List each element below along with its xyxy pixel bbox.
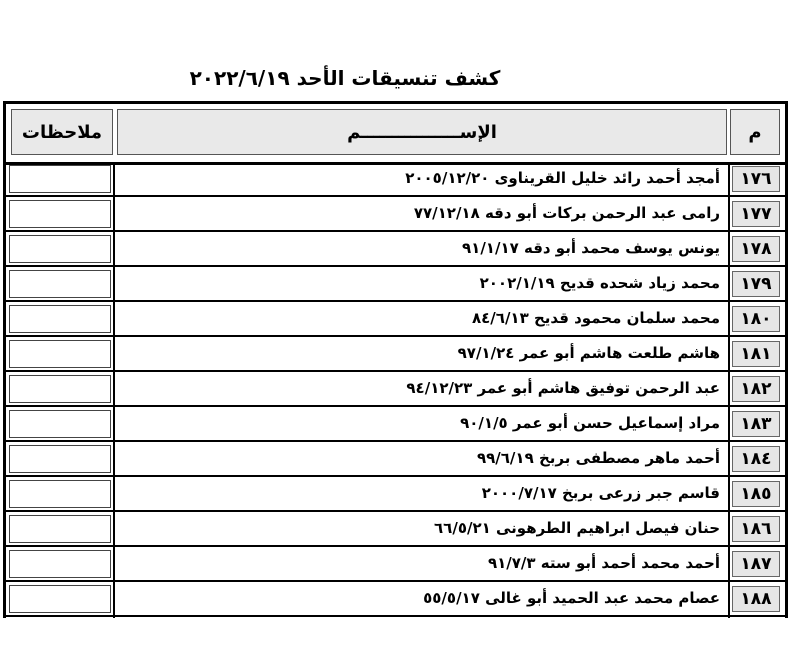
notes-cell	[9, 165, 111, 193]
name-cell: عبد الرحمن توفيق هاشم أبو عمر ٩٤/١٢/٢٣	[406, 379, 720, 397]
coordination-table	[3, 101, 788, 618]
number-cell: ١٨٤	[732, 446, 780, 472]
name-cell: يونس يوسف محمد أبو دقه ٩١/١/١٧	[462, 239, 720, 257]
name-cell: أمجد أحمد رائد خليل القريناوى ٢٠٠٥/١٢/٢٠	[405, 169, 720, 187]
table-row	[6, 547, 785, 582]
number-cell: ١٨٥	[732, 481, 780, 507]
header-name: الإســــــــــــــــم	[117, 109, 727, 155]
number-cell: ١٧٧	[732, 201, 780, 227]
notes-cell	[9, 480, 111, 508]
name-cell: مراد إسماعيل حسن أبو عمر ٩٠/١/٥	[460, 414, 720, 432]
notes-cell	[9, 375, 111, 403]
column-divider	[113, 162, 115, 618]
header-number: م	[730, 109, 780, 155]
table-row	[6, 582, 785, 617]
notes-cell	[9, 270, 111, 298]
name-cell: أحمد ماهر مصطفى بربخ ٩٩/٦/١٩	[476, 449, 720, 467]
notes-cell	[9, 340, 111, 368]
number-cell: ١٨٦	[732, 516, 780, 542]
header-notes: ملاحظات	[11, 109, 113, 155]
name-cell: هاشم طلعت هاشم أبو عمر ٩٧/١/٢٤	[457, 344, 720, 362]
table-row	[6, 372, 785, 407]
number-cell: ١٧٦	[732, 166, 780, 192]
notes-cell	[9, 445, 111, 473]
notes-cell	[9, 305, 111, 333]
name-cell: محمد سلمان محمود قديح ٨٤/٦/١٣	[472, 309, 720, 327]
number-cell: ١٨١	[732, 341, 780, 367]
table-row	[6, 337, 785, 372]
notes-cell	[9, 410, 111, 438]
table-row	[6, 477, 785, 512]
name-cell: محمد زياد شحده قديح ٢٠٠٢/١/١٩	[479, 274, 720, 292]
name-cell: قاسم جبر زرعى بربخ ٢٠٠٠/٧/١٧	[481, 484, 720, 502]
number-cell: ١٨٠	[732, 306, 780, 332]
number-cell: ١٨٧	[732, 551, 780, 577]
notes-cell	[9, 550, 111, 578]
table-row	[6, 407, 785, 442]
notes-cell	[9, 515, 111, 543]
number-cell: ١٧٩	[732, 271, 780, 297]
table-header	[6, 104, 785, 165]
column-divider	[728, 162, 730, 618]
page-title: كشف تنسيقات الأحد ٢٠٢٢/٦/١٩	[189, 66, 501, 90]
number-cell: ١٨٨	[732, 586, 780, 612]
notes-cell	[9, 235, 111, 263]
table-row	[6, 302, 785, 337]
name-cell: حنان فيصل ابراهيم الطرهونى ٦٦/٥/٢١	[434, 519, 720, 537]
notes-cell	[9, 200, 111, 228]
number-cell: ١٧٨	[732, 236, 780, 262]
table-row	[6, 512, 785, 547]
number-cell: ١٨٣	[732, 411, 780, 437]
name-cell: رامى عبد الرحمن بركات أبو دقه ٧٧/١٢/١٨	[413, 204, 720, 222]
table-row	[6, 197, 785, 232]
name-cell: أحمد محمد أحمد أبو سته ٩١/٧/٣	[487, 554, 720, 572]
number-cell: ١٨٢	[732, 376, 780, 402]
table-row	[6, 232, 785, 267]
name-cell: عصام محمد عبد الحميد أبو غالى ٥٥/٥/١٧	[423, 589, 720, 607]
table-row	[6, 267, 785, 302]
table-row	[6, 162, 785, 197]
table-row	[6, 442, 785, 477]
notes-cell	[9, 585, 111, 613]
